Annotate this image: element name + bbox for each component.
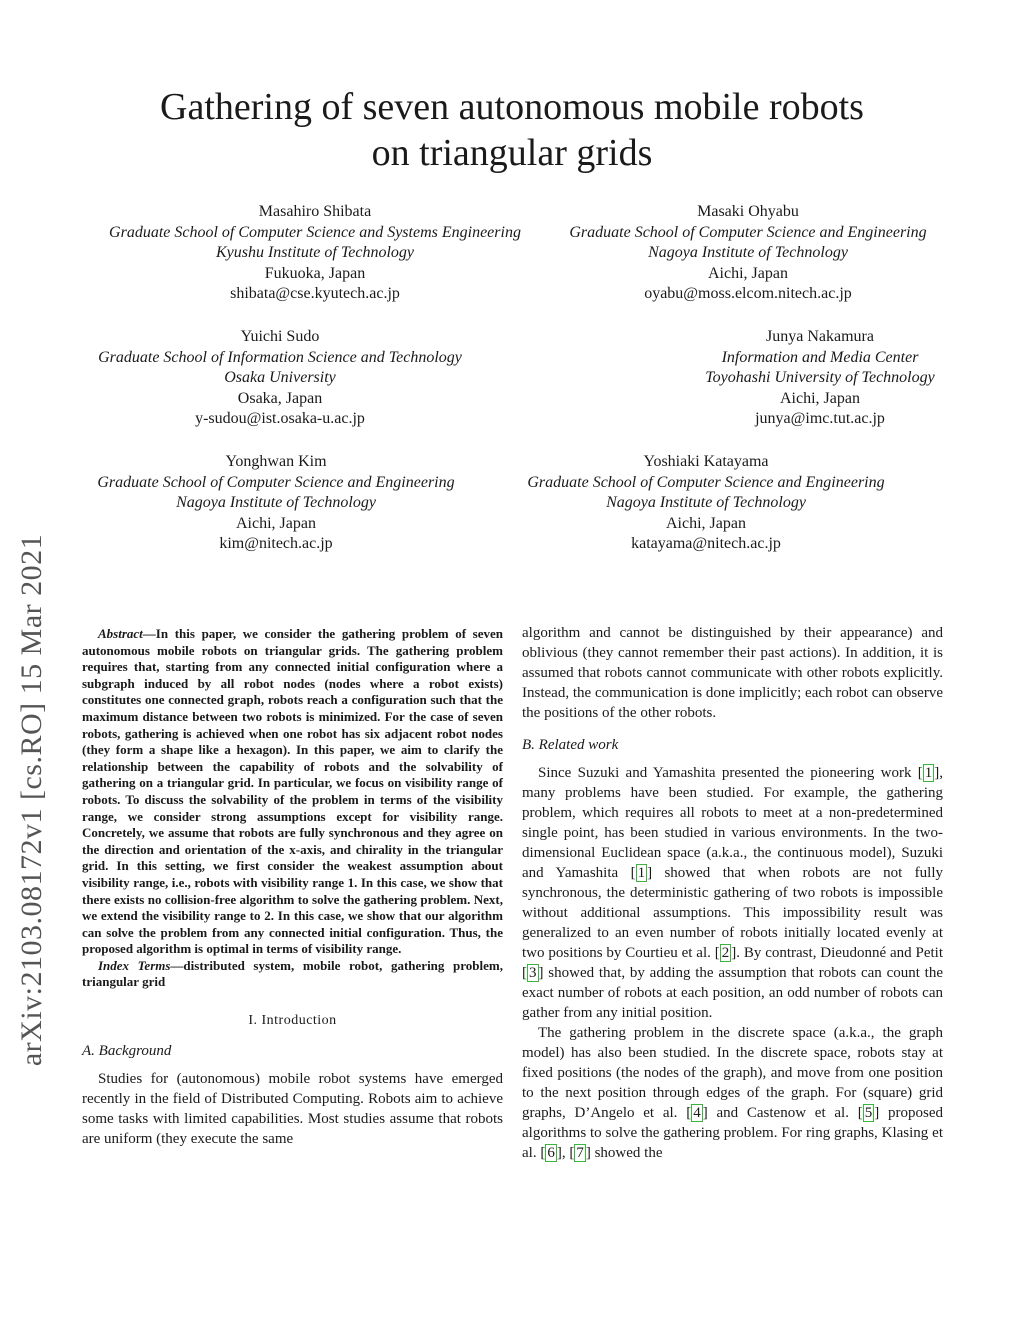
author-affiliation: Graduate School of Computer Science and Systems Engineering: [109, 223, 521, 241]
text-run: The gathering problem in the discrete space (a.k.a., the graph model) has also been studied. In the discrete space, robots stay at fixed positions (the nodes of the graph), and move from one position to the next position through edges of the graph. For (square) grid graphs, D’Angelo et al.: [522, 1025, 943, 1121]
arxiv-stamp: [15, 533, 48, 1067]
subsection-heading-related-work: B. Related work: [522, 737, 619, 753]
author-name: Masahiro Shibata: [258, 203, 372, 220]
bracket: [: [857, 1105, 863, 1121]
text-run: showed that, by adding the assumption that robots can count the exact number of robots at each position, an odd number of robots can gather from any initial position.: [522, 965, 943, 1021]
text-run: proposed algorithms to solve the gathering problem. For ring graphs, Klasing et al.: [522, 1105, 943, 1161]
text-run: , many problems have been studied. For example, the gathering problem, which requires all robots to meet at a non-predetermined single point, has been studied in various environments. In the two-dimensional Euclidean space (a.k.a., the continuous model), Suzuki and Yamashita: [522, 765, 943, 881]
author-institution: Osaka University: [224, 369, 336, 387]
section-heading-introduction: I. Introduction: [248, 1013, 337, 1029]
author-affiliation: Graduate School of Computer Science and Engineering: [569, 223, 927, 241]
subsection-heading-background: A. Background: [82, 1043, 172, 1060]
background-paragraph: Studies for (autonomous) mobile robot systems have emerged recently in the field of Distributed Computing. Robots aim to achieve some tasks with limited capabilities. Most studies assume that robots are uniform (they execute the same: [82, 1071, 503, 1148]
text-run: Since Suzuki and Yamashita presented the pioneering work: [538, 765, 918, 781]
author-block-5: [80, 452, 472, 555]
background-continued: algorithm and cannot be distinguished by their appearance) and oblivious (they cannot remember their past actions). In addition, it is assumed that robots cannot communicate with other robots explicitly. Instead, the communication is done implicitly; each robot can observe the positions of the other robots.: [522, 625, 943, 721]
author-block-2: [553, 202, 943, 305]
citation-link[interactable]: [918, 764, 940, 782]
text-run: . By contrast, Dieudonné and Petit: [736, 945, 943, 961]
author-location: Aichi, Japan: [780, 389, 860, 407]
text-run: showed the: [590, 1145, 663, 1161]
arxiv-id: arXiv:2103.08172v1 [cs.RO] 15 Mar 2021: [15, 533, 48, 1067]
index-terms-label: Index Terms: [98, 957, 171, 973]
author-institution: Nagoya Institute of Technology: [176, 494, 376, 512]
abstract-label: Abstract: [98, 626, 143, 641]
bracket: ]: [702, 1105, 708, 1121]
author-email: y-sudou@ist.osaka-u.ac.jp: [195, 410, 365, 428]
author-location: Osaka, Japan: [237, 389, 323, 407]
title-line-1: Gathering of seven autonomous mobile robots: [160, 86, 864, 128]
bracket: [: [630, 865, 636, 881]
citation-number: 6: [547, 1145, 555, 1161]
bracket: [: [540, 1145, 546, 1161]
related-work-paragraph-2: [522, 1023, 943, 1163]
author-email: junya@imc.tut.ac.jp: [755, 410, 885, 428]
author-name: Yuichi Sudo: [240, 328, 320, 345]
citation-number: 4: [693, 1105, 701, 1121]
author-institution: Nagoya Institute of Technology: [648, 244, 848, 262]
bracket: ]: [585, 1145, 591, 1161]
author-name: Junya Nakamura: [766, 328, 874, 345]
citation-number: 2: [721, 945, 730, 961]
bracket: [: [686, 1105, 692, 1121]
title-line-2: on triangular grids: [371, 132, 653, 174]
author-institution: Toyohashi University of Technology: [705, 369, 935, 387]
citation-number: 5: [864, 1105, 873, 1121]
author-affiliation: Graduate School of Information Science and Technology: [98, 348, 462, 366]
author-location: Aichi, Japan: [236, 514, 316, 532]
right-column: [522, 623, 943, 1163]
citation-number: 1: [924, 765, 933, 781]
bracket: ]: [874, 1105, 880, 1121]
bracket: ]: [647, 865, 653, 881]
citation-link[interactable]: [569, 1144, 591, 1162]
author-block-4: [680, 327, 960, 430]
author-name: Masaki Ohyabu: [697, 203, 799, 220]
author-block-6: [508, 452, 904, 555]
author-email: shibata@cse.kyutech.ac.jp: [230, 285, 400, 303]
author-block-1: [95, 202, 535, 305]
citation-number: 3: [529, 965, 537, 981]
citation-number: 1: [637, 865, 646, 881]
citation-number: 7: [576, 1145, 584, 1161]
index-terms-text: —distributed system, mobile robot, gathering problem, triangular grid: [82, 957, 503, 990]
text-run: and Castenow et al.: [707, 1105, 858, 1121]
author-name: Yonghwan Kim: [225, 453, 327, 470]
author-email: kim@nitech.ac.jp: [219, 535, 333, 553]
author-email: katayama@nitech.ac.jp: [631, 535, 781, 553]
bracket: [: [522, 965, 527, 981]
author-institution: Kyushu Institute of Technology: [215, 244, 415, 262]
bracket: ]: [538, 965, 544, 981]
author-affiliation: Graduate School of Computer Science and Engineering: [527, 473, 885, 491]
left-column: [82, 626, 503, 1149]
related-work-paragraph-1: [522, 763, 943, 1023]
author-name: Yoshiaki Katayama: [643, 453, 769, 470]
bracket: ]: [556, 1145, 562, 1161]
author-location: Aichi, Japan: [708, 264, 788, 282]
author-location: Aichi, Japan: [666, 514, 746, 532]
paper-title: [0, 84, 1024, 176]
abstract-text: —In this paper, we consider the gathering problem of seven autonomous mobile robots on triangular grids. The gathering problem requires that, starting from any connected initial configuration where a subgraph induced by all robot nodes (nodes where a robot exists) constitutes one connected graph, robots reach a configuration such that the maximum distance between two robots is minimized. For the case of seven robots, gathering is achieved when one robot has six adjacent robot nodes (they form a shape like a hexagon). In this paper, we aim to clarify the relationship between the capability of robots and the solvability of gathering on a triangular grid. In particular, we focus on visibility range of robots. To discuss the solvability of the problem in terms of the visibility range, we consider strong assumptions except for visibility range. Concretely, we assume that robots are fully synchronous and they agree on the direction and orientation of the x-axis, and chirality in the triangular grid. In this setting, we first consider the weakest assumption about visibility range, i.e., robots with visibility range 1. In this case, we show that there exists no collision-free algorithm to solve the gathering problem. Next, we extend the visibility range to 2. In this case, we show that our algorithm can solve the problem from any connected initial configuration. Thus, the proposed algorithm is optimal in terms of visibility range.: [82, 626, 503, 957]
citation-link[interactable]: [858, 1104, 880, 1122]
author-email: oyabu@moss.elcom.nitech.ac.jp: [644, 285, 852, 303]
citation-link[interactable]: [540, 1144, 562, 1162]
author-affiliation: Information and Media Center: [721, 348, 919, 366]
citation-link[interactable]: [631, 864, 653, 882]
bracket: ]: [934, 765, 940, 781]
citation-link[interactable]: [522, 964, 544, 982]
author-block-3: [80, 327, 480, 430]
citation-link[interactable]: [686, 1104, 708, 1122]
citation-link[interactable]: [715, 944, 737, 962]
bracket: [: [569, 1145, 575, 1161]
author-affiliation: Graduate School of Computer Science and Engineering: [97, 473, 455, 491]
author-institution: Nagoya Institute of Technology: [606, 494, 806, 512]
bracket: ]: [731, 945, 737, 961]
bracket: [: [714, 945, 720, 961]
text-run: showed that when robots are not fully synchronous, the deterministic gathering of two robots is impossible without additional assumptions. This impossibility result was generalized to an even number of robots initially located evenly at two positions by Courtieu et al.: [522, 865, 944, 961]
abstract: [82, 626, 503, 991]
text-run: ,: [561, 1145, 570, 1161]
author-location: Fukuoka, Japan: [264, 264, 366, 282]
bracket: [: [917, 765, 923, 781]
